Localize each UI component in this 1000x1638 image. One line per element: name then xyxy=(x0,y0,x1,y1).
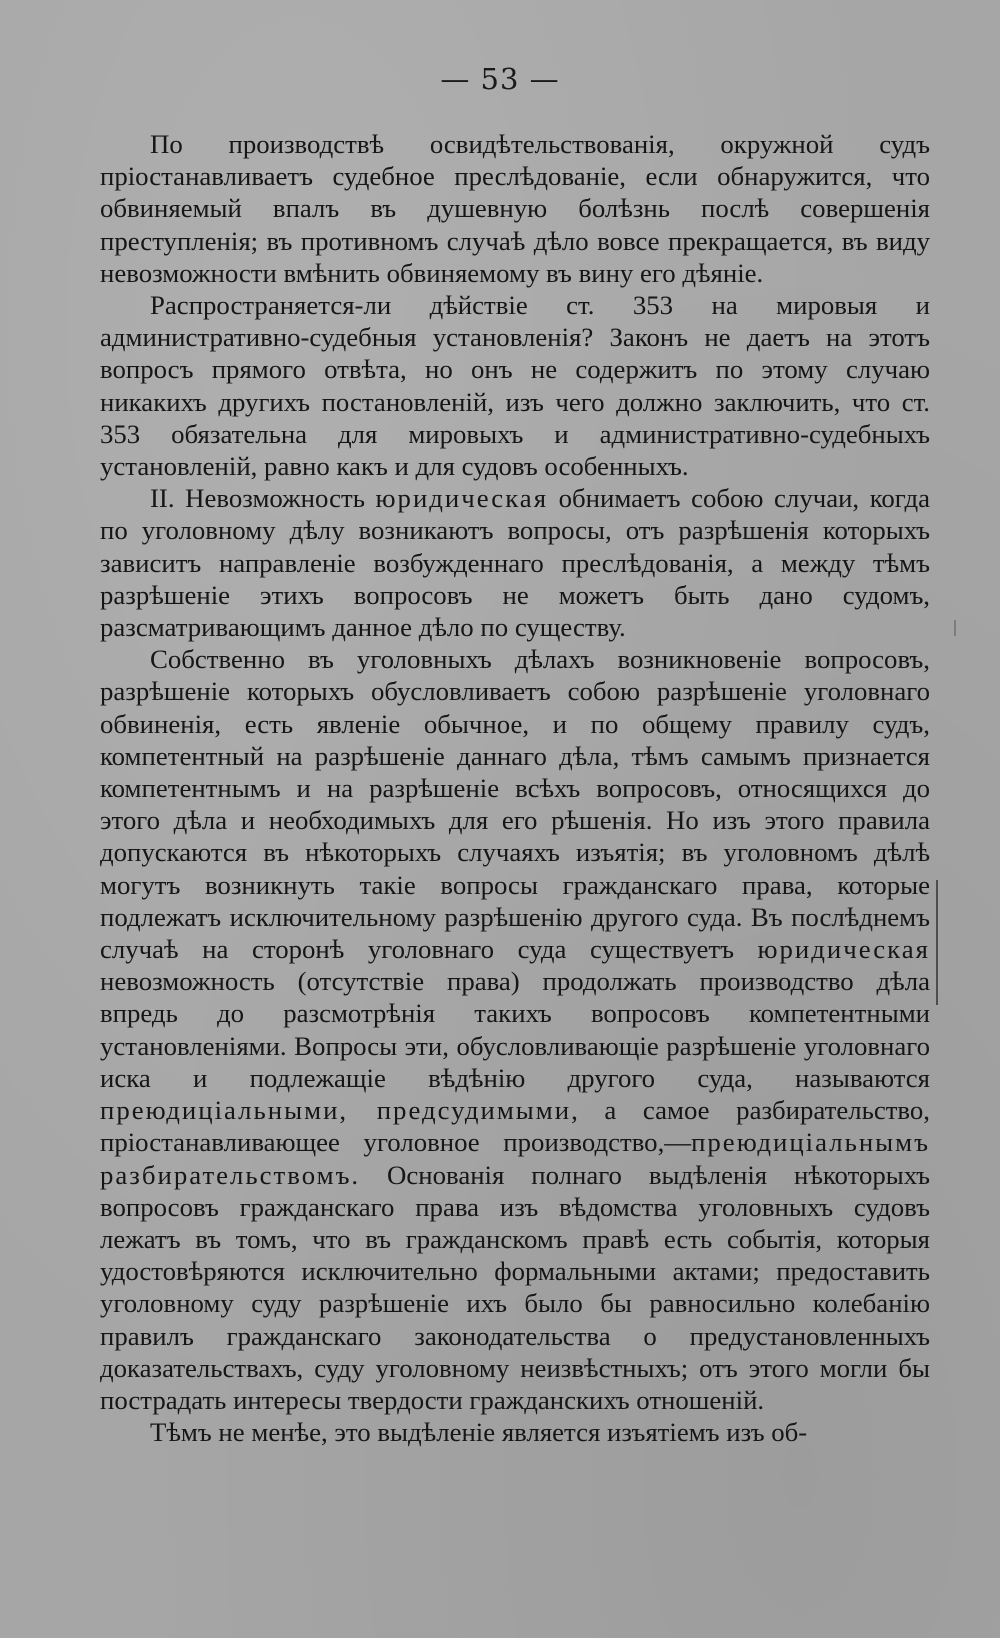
spaced-term-prejudicial: преюдиціальными, предсудимыми xyxy=(100,1095,572,1126)
spaced-term-prejudicial-proceeding: преюдиціальнымъ разбирательствомъ. xyxy=(100,1127,930,1190)
paragraph-4-part-2: невозможность (отсутствіе права) продолжать производство дѣла впредь до разсмотрѣнія такихъ вопросовъ компетентными установленіями. Вопросы эти, обусловливающіе разрѣшеніе уголовнаго иска и подлежащіе вѣдѣнію другого суда, называются xyxy=(100,966,930,1093)
paragraph-4-part-1: Собственно въ уголовныхъ дѣлахъ возникновеніе вопросовъ, разрѣшеніе которыхъ обусловливаетъ собою разрѣшеніе уголовнаго обвиненія, есть явленіе обычное, и по общему правилу судъ, компетентный на разрѣшеніе даннаго дѣла, тѣмъ самымъ признается компетентнымъ и на разрѣшеніе всѣхъ вопросовъ, относящихся до этого дѣла и необходимыхъ для его рѣшенія. Но изъ этого правила допускаются въ нѣкоторыхъ случаяхъ изъятія; въ уголовномъ дѣлѣ могутъ возникнуть такіе вопросы гражданскаго права, которые подлежатъ исключительному разрѣшенію другого суда. Въ послѣднемъ случаѣ на сторонѣ уголовнаго суда существуетъ xyxy=(100,644,930,965)
paragraph-3-text: обнимаетъ собою случаи, когда по уголовному дѣлу возникаютъ вопросы, отъ разрѣшенія которыхъ зависитъ направленіе возбужденнаго преслѣдованія, а между тѣмъ разрѣшеніе этихъ вопросовъ не можетъ быть дано судомъ, разсматривающимъ данное дѣло по существу. xyxy=(100,483,930,643)
spaced-term-juridical: юридическая xyxy=(375,483,549,514)
paragraph-4-part-4: Основанія полнаго выдѣленія нѣкоторыхъ вопросовъ гражданскаго права изъ вѣдомства уголовныхъ судовъ лежатъ въ томъ, что въ гражданскомъ правѣ есть событія, которыя удостовѣряются исключительно формальными актами; предоставить уголовному суду разрѣшеніе ихъ было бы равносильно колебанію правилъ гражданскаго законодательства о предустановленныхъ доказательствахъ, суду уголовному неизвѣстныхъ; отъ этого могли бы пострадать интересы твердости гражданскихъ отношеній. xyxy=(100,1159,930,1415)
spaced-term-juridical-2: юридическая xyxy=(757,934,930,965)
paragraph-3-lead: II. Невозможность xyxy=(150,483,376,514)
paragraph-4-part-3: , а самое разбирательство, пріостанавливающее уголовное производство,— xyxy=(100,1095,930,1158)
margin-pencil-mark xyxy=(936,880,938,1005)
paragraph-5: Тѣмъ не менѣе, это выдѣленіе является изъятіемъ изъ об- xyxy=(150,1417,808,1448)
paragraph-4 xyxy=(100,643,930,1416)
page-number: — 53 — xyxy=(440,62,560,96)
paragraph-1: По производствѣ освидѣтельствованія, окружной судъ пріостанавливаетъ судебное преслѣдованіе, если обнаружится, что обвиняемый впалъ въ душевную болѣзнь послѣ совершенія преступленія; въ противномъ случаѣ дѣло вовсе прекращается, въ виду невозможности вмѣнить обвиняемому въ вину его дѣяніе. xyxy=(100,129,930,288)
paragraph-3 xyxy=(100,482,930,643)
page-body xyxy=(100,128,930,1448)
margin-tick-mark xyxy=(954,620,956,636)
paragraph-2: Распространяется-ли дѣйствіе ст. 353 на мировыя и административно-судебныя установленія? Законъ не даетъ на этотъ вопросъ прямого отвѣта, но онъ не содержитъ по этому случаю никакихъ другихъ постановленій, изъ чего должно заключить, что ст. 353 обязательна для мировыхъ и административно-судебныхъ установленій, равно какъ и для судовъ особенныхъ. xyxy=(100,290,930,482)
